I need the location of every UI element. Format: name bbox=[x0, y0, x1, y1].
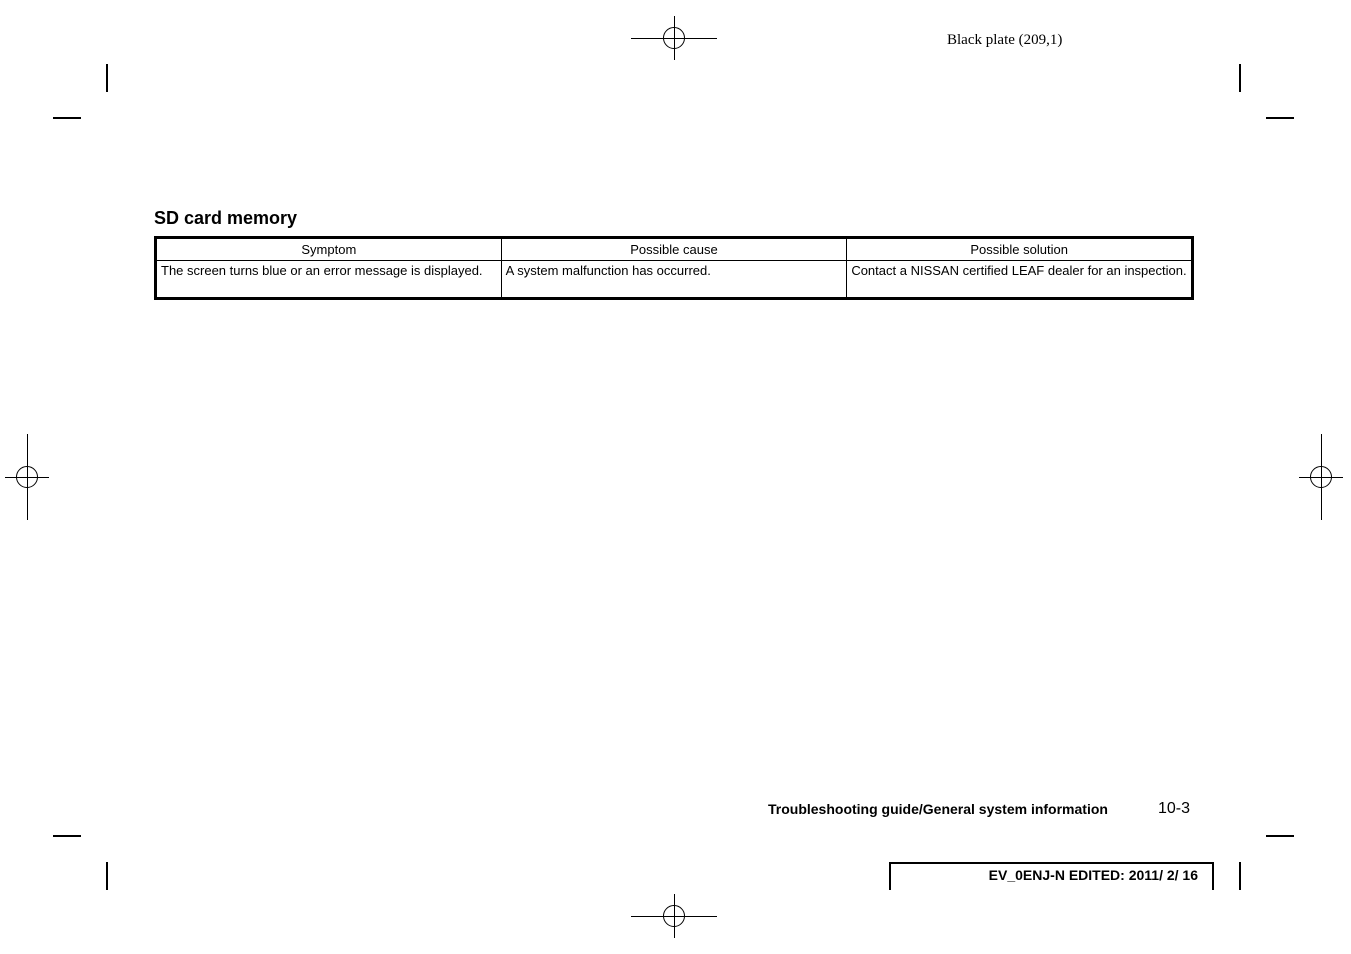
footer-section-title: Troubleshooting guide/General system information bbox=[768, 801, 1108, 817]
header-possible-solution: Possible solution bbox=[847, 238, 1193, 261]
crop-mark-top-left-v bbox=[106, 64, 108, 92]
registration-mark-top-circle bbox=[663, 27, 685, 49]
crop-mark-bottom-left-v bbox=[106, 862, 108, 890]
crop-mark-top-right-h bbox=[1266, 117, 1294, 119]
crop-mark-bottom-right-h bbox=[1266, 835, 1294, 837]
cell-possible-cause: A system malfunction has occurred. bbox=[501, 261, 847, 299]
section-title: SD card memory bbox=[154, 208, 298, 228]
cell-possible-solution: Contact a NISSAN certified LEAF dealer for an inspection. bbox=[847, 261, 1193, 299]
header-symptom: Symptom bbox=[156, 238, 502, 261]
cell-symptom: The screen turns blue or an error message is displayed. bbox=[156, 261, 502, 299]
header-possible-cause: Possible cause bbox=[501, 238, 847, 261]
crop-mark-bottom-left-h bbox=[53, 835, 81, 837]
table-row bbox=[156, 261, 1193, 299]
crop-mark-top-left-h bbox=[53, 117, 81, 119]
registration-mark-left-circle bbox=[16, 466, 38, 488]
page-number: 10-3 bbox=[1158, 800, 1191, 817]
registration-mark-right-circle bbox=[1310, 466, 1332, 488]
registration-mark-bottom-circle bbox=[663, 905, 685, 927]
table-header-row bbox=[156, 238, 1193, 261]
troubleshooting-table bbox=[154, 236, 1194, 300]
edit-info-label: EV_0ENJ-N EDITED: 2011/ 2/ 16 bbox=[988, 867, 1198, 883]
plate-label: Black plate (209,1) bbox=[947, 32, 1063, 48]
crop-mark-bottom-right-v bbox=[1239, 862, 1241, 890]
edit-info-box bbox=[889, 862, 1214, 890]
crop-mark-top-right-v bbox=[1239, 64, 1241, 92]
